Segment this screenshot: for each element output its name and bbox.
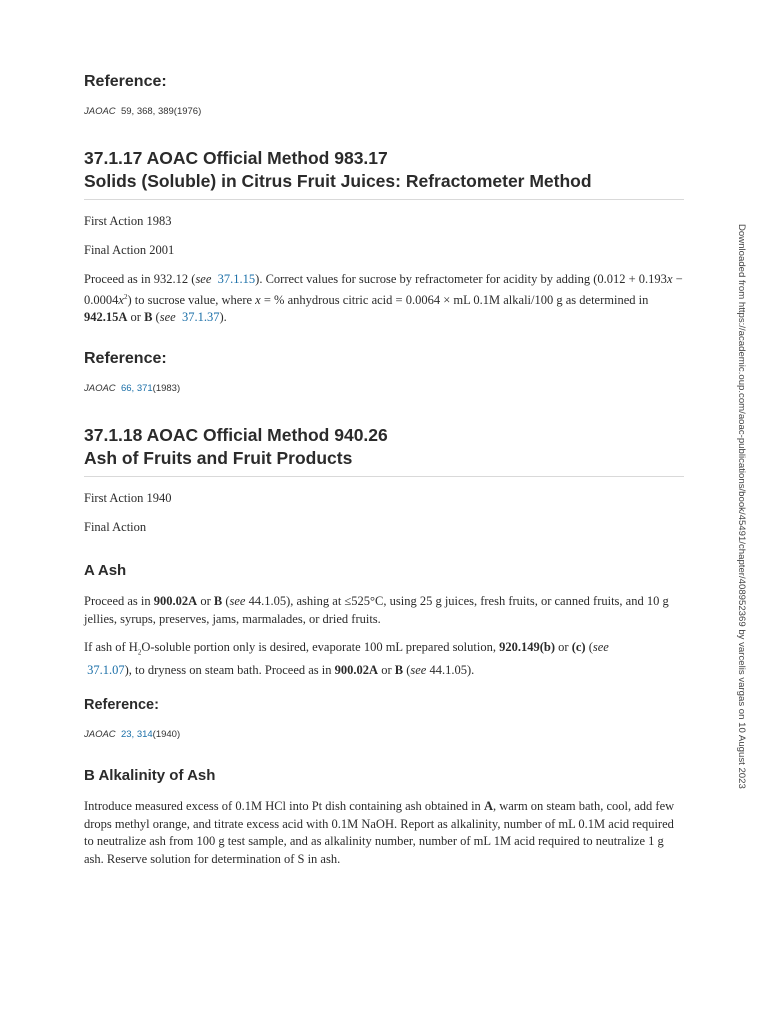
bold-ref: (c)	[571, 640, 586, 654]
citation-link-1940[interactable]: 23, 314	[120, 729, 153, 740]
section-divider	[84, 199, 684, 200]
reference-block-1940	[84, 697, 684, 713]
section-a-paragraph-1	[84, 593, 684, 628]
section-a-paragraph-2	[84, 639, 684, 680]
text-run: ) to sucrose value, where	[127, 292, 256, 307]
see-text: see	[195, 272, 212, 286]
journal-name: JAOAC	[84, 383, 116, 394]
first-action-983-17-row	[84, 213, 684, 231]
see-text: see	[592, 640, 609, 654]
method-number-940-26: 37.1.18 AOAC Official Method 940.26	[84, 425, 388, 445]
superscript: 2	[123, 292, 128, 301]
section-b-heading-row	[84, 767, 684, 784]
method-title-983-17	[84, 147, 684, 193]
method-940-26-header	[84, 424, 684, 477]
section-a-heading-row	[84, 562, 684, 579]
method-title-940-26	[84, 424, 684, 470]
section-b-paragraph	[84, 798, 684, 868]
final-action-940-26: Final Action	[84, 520, 147, 534]
text-run: Proceed as in	[84, 594, 154, 608]
see-text: see	[159, 310, 176, 325]
text-run: , warm on steam bath, cool, add few drops methyl orange, and titrate excess acid with 0.1M NaOH. Report as alkalinity, number of mL 0.1M acid required to neutralize ash from 100 g test sample, and as alkalinity number, number of mL 1M acid required to neutralize 1 g ash. Reserve solution for determination of S in ash.	[84, 799, 675, 866]
method-name-940-26: Ash of Fruits and Fruit Products	[84, 448, 353, 468]
text-run: (	[152, 310, 160, 325]
link-37-1-37[interactable]: 37.1.37	[181, 310, 220, 325]
text-run: (	[403, 663, 411, 678]
see-text: see	[410, 663, 427, 678]
bold-ref: B	[144, 310, 153, 325]
bold-ref: 920.149(b)	[499, 640, 556, 654]
section-b-heading: B Alkalinity of Ash	[84, 767, 216, 784]
reference-citation-1976	[84, 106, 684, 117]
bold-ref: 900.02A	[334, 663, 379, 678]
citation-link-1983[interactable]: 66, 371	[120, 383, 153, 394]
reference-citation-1940	[84, 729, 684, 740]
first-action-940-26-row	[84, 490, 684, 508]
final-action-983-17-row	[84, 242, 684, 260]
link-37-1-07[interactable]: 37.1.07	[87, 663, 125, 678]
bold-ref: 942.15A	[84, 310, 128, 325]
first-action-940-26: First Action 1940	[84, 491, 172, 505]
journal-name: JAOAC	[84, 729, 116, 740]
section-a-heading: A Ash	[84, 562, 127, 579]
procedure-paragraph-983-17	[84, 271, 684, 327]
citation-detail: 59, 368, 389(1976)	[120, 106, 202, 117]
download-notice-sidebar	[733, 224, 753, 814]
text-run: O-soluble portion only is desired, evaporate 100 mL prepared solution,	[141, 640, 500, 654]
bold-ref: B	[213, 594, 223, 608]
subscript: 2	[137, 648, 142, 657]
see-text: see	[229, 594, 246, 608]
bold-ref: B	[394, 663, 404, 678]
text-run: ), to dryness on steam bath. Proceed as in	[124, 663, 335, 678]
text-run: (	[222, 594, 230, 608]
final-action-940-26-row	[84, 519, 684, 537]
final-action-983-17: Final Action 2001	[84, 243, 175, 257]
variable-x: x	[118, 292, 124, 307]
reference-block-1983	[84, 350, 684, 368]
reference-heading: Reference:	[84, 73, 167, 90]
text-run: Introduce measured excess of 0.1M HCl into Pt dish containing ash obtained in	[84, 799, 484, 813]
text-run: ). Correct values for sucrose by refractometer for acidity by adding (0.012 + 0.193	[255, 272, 667, 286]
method-983-17-header	[84, 147, 684, 200]
text-run: or	[378, 663, 395, 678]
reference-block-1976	[84, 73, 684, 91]
download-notice-text: Downloaded from https://academic.oup.com/aoac-publications/book/45491/chapter/408952369 by varcelis vargas on 10 August 2023	[736, 224, 747, 789]
link-37-1-15[interactable]: 37.1.15	[217, 272, 256, 286]
variable-x: x	[255, 292, 261, 307]
text-run: = % anhydrous citric acid = 0.0064 × mL 0.1M alkali/100 g as determined in	[260, 292, 649, 307]
text-run: or	[555, 640, 572, 654]
journal-name: JAOAC	[84, 106, 116, 117]
text-run: (	[585, 640, 593, 654]
bold-ref: 900.02A	[153, 594, 198, 608]
section-divider	[84, 476, 684, 477]
method-number-983-17: 37.1.17 AOAC Official Method 983.17	[84, 148, 388, 168]
reference-citation-1983	[84, 383, 684, 394]
text-run: or	[197, 594, 214, 608]
text-run: 44.1.05), ashing at ≤525°C, using 25 g juices, fresh fruits, or canned fruits, and 10 g jellies, syrups, preserves, jams, marmalades, or dried fruits.	[84, 594, 669, 626]
text-run: − 0.0004	[84, 272, 683, 307]
reference-heading: Reference:	[84, 697, 159, 713]
text-run: Proceed as in 932.12 (	[84, 272, 196, 286]
method-name-983-17: Solids (Soluble) in Citrus Fruit Juices: Refractometer Method	[84, 171, 592, 191]
text-run: or	[127, 310, 145, 325]
text-run: If ash of H	[84, 640, 138, 654]
reference-heading: Reference:	[84, 350, 167, 367]
variable-x: x	[666, 272, 673, 286]
citation-year: (1983)	[152, 383, 181, 394]
bold-ref: A	[483, 799, 493, 813]
first-action-983-17: First Action 1983	[84, 214, 172, 228]
text-run: 44.1.05).	[426, 663, 475, 678]
text-run: ).	[219, 310, 227, 325]
citation-year: (1940)	[152, 729, 181, 740]
